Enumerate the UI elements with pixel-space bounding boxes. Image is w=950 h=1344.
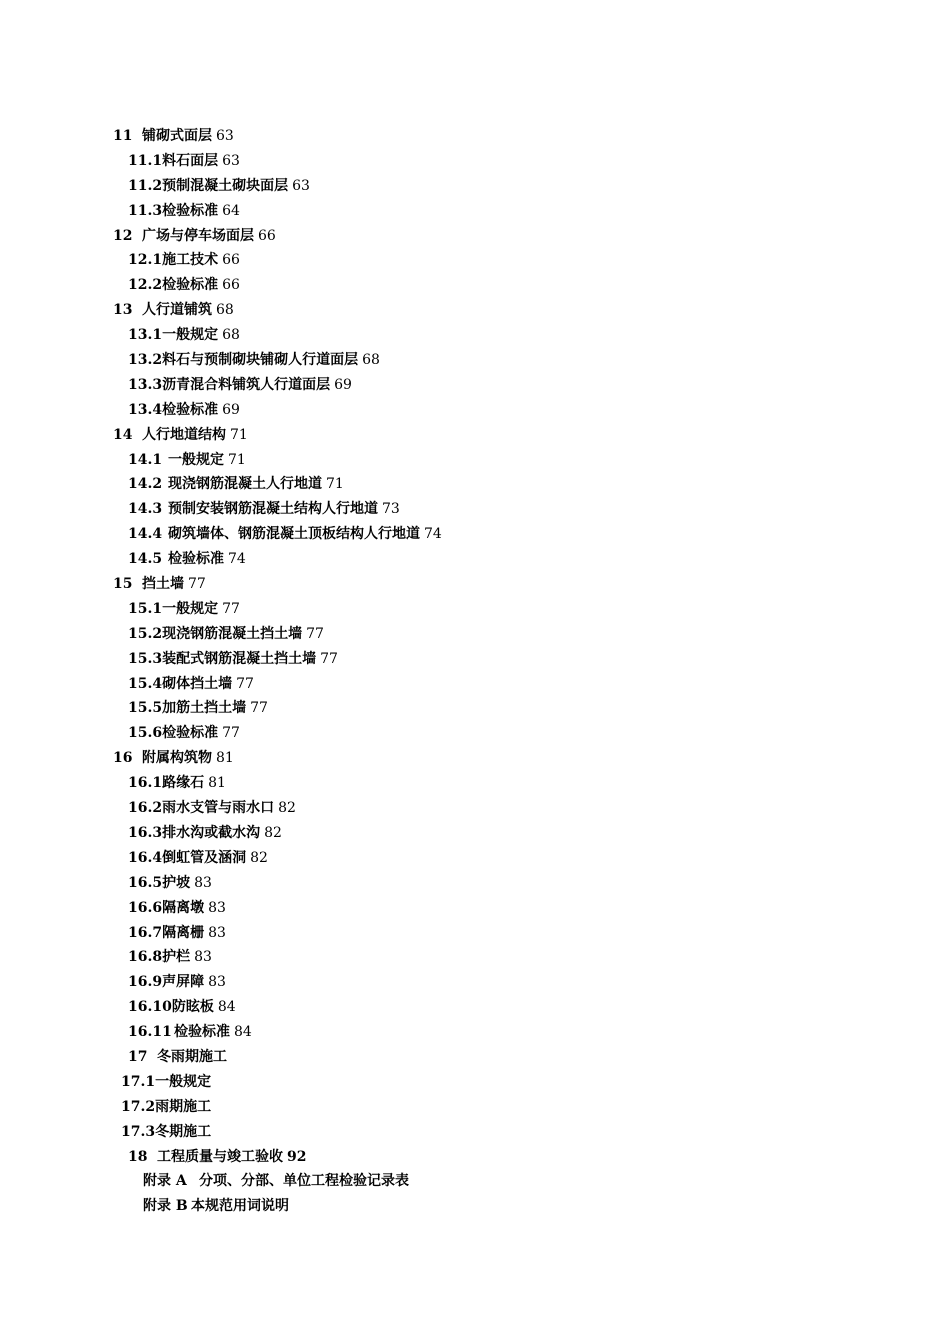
toc-entry-title: 人行地道结构 xyxy=(142,426,226,443)
toc-entry-number: 18 xyxy=(128,1148,148,1165)
toc-entry-number: 14.3 xyxy=(128,501,163,518)
toc-entry-title: 冬雨期施工 xyxy=(157,1048,227,1065)
toc-entry[interactable] xyxy=(0,348,950,373)
toc-entry[interactable] xyxy=(0,796,950,821)
toc-entry-title: 一般规定 xyxy=(162,327,219,344)
toc-entry-page: 82 xyxy=(250,849,268,866)
toc-entry[interactable] xyxy=(0,896,950,921)
toc-entry[interactable] xyxy=(0,1120,950,1145)
toc-entry-page: 77 xyxy=(222,725,240,742)
toc-entry-number: 14.5 xyxy=(128,551,163,568)
toc-entry-title: 工程质量与竣工验收 xyxy=(157,1148,283,1165)
toc-entry-page: 69 xyxy=(222,401,240,418)
toc-entry[interactable] xyxy=(0,298,950,323)
toc-entry-number: 附录 A xyxy=(143,1173,187,1190)
toc-entry-page: 83 xyxy=(194,874,212,891)
toc-entry[interactable] xyxy=(0,597,950,622)
toc-entry-number: 15.6 xyxy=(128,725,163,742)
toc-entry[interactable] xyxy=(0,547,950,572)
toc-entry-number: 14.2 xyxy=(128,476,163,493)
toc-entry[interactable] xyxy=(0,1194,950,1219)
toc-entry[interactable] xyxy=(0,572,950,597)
toc-entry-number: 15.4 xyxy=(128,675,163,692)
toc-entry-title: 沥青混合料铺筑人行道面层 xyxy=(162,376,331,393)
toc-entry-number: 11.2 xyxy=(128,177,163,194)
toc-entry-number: 16.4 xyxy=(128,849,163,866)
toc-entry-page: 66 xyxy=(258,227,276,244)
toc-entry-number: 17 xyxy=(128,1048,148,1065)
toc-entry-title: 检验标准 xyxy=(162,401,219,418)
toc-entry-title: 人行道铺筑 xyxy=(142,302,212,319)
toc-entry-title: 分项、分部、单位工程检验记录表 xyxy=(199,1173,409,1190)
toc-entry-number: 12.2 xyxy=(128,277,163,294)
toc-entry-number: 16.11 xyxy=(128,1024,172,1041)
toc-entry-page: 74 xyxy=(424,526,442,543)
toc-entry-title: 现浇钢筋混凝土人行地道 xyxy=(168,476,322,493)
toc-entry-number: 17.2 xyxy=(121,1098,156,1115)
toc-entry-number: 17.1 xyxy=(121,1073,156,1090)
toc-entry-number: 15 xyxy=(113,576,133,593)
toc-entry-number: 14.1 xyxy=(128,451,163,468)
toc-entry-title: 检验标准 xyxy=(168,551,224,568)
toc-entry-page: 63 xyxy=(222,152,240,169)
toc-entry-page: 66 xyxy=(222,252,240,269)
toc-entry-number: 16.5 xyxy=(128,874,163,891)
toc-entry[interactable] xyxy=(0,821,950,846)
toc-entry[interactable] xyxy=(0,945,950,970)
toc-entry-page: 77 xyxy=(250,700,268,717)
toc-entry-page: 68 xyxy=(222,327,240,344)
toc-entry-number: 附录 B xyxy=(143,1198,188,1215)
toc-entry-title: 施工技术 xyxy=(162,252,219,269)
toc-entry-page: 71 xyxy=(230,426,248,443)
toc-entry[interactable] xyxy=(0,672,950,697)
toc-entry-title: 广场与停车场面层 xyxy=(142,227,254,244)
toc-entry[interactable] xyxy=(0,124,950,149)
toc-entry-title: 加筋土挡土墙 xyxy=(162,700,247,717)
toc-entry-title: 预制混凝土砌块面层 xyxy=(162,177,289,194)
toc-entry-title: 料石与预制砌块铺砌人行道面层 xyxy=(162,352,359,369)
toc-entry[interactable] xyxy=(0,323,950,348)
toc-entry[interactable] xyxy=(0,995,950,1020)
toc-entry-page: 64 xyxy=(222,202,240,219)
toc-entry-page: 71 xyxy=(228,451,246,468)
toc-entry-title: 防眩板 xyxy=(171,999,214,1016)
toc-entry-number: 13.1 xyxy=(128,327,163,344)
toc-entry-title: 声屏障 xyxy=(162,974,205,991)
toc-entry[interactable] xyxy=(0,921,950,946)
toc-entry-number: 16.6 xyxy=(128,899,163,916)
toc-entry-number: 15.1 xyxy=(128,600,163,617)
table-of-contents xyxy=(0,124,950,1219)
toc-entry-title: 砌体挡土墙 xyxy=(162,675,233,692)
toc-entry-number: 14.4 xyxy=(128,526,163,543)
toc-entry-title: 料石面层 xyxy=(162,152,219,169)
toc-entry-number: 14 xyxy=(113,426,133,443)
toc-entry-page: 73 xyxy=(382,501,400,518)
toc-entry-title: 检验标准 xyxy=(162,202,219,219)
toc-entry-page: 83 xyxy=(208,924,226,941)
toc-entry[interactable] xyxy=(0,398,950,423)
toc-entry-page: 83 xyxy=(208,974,226,991)
toc-entry-page: 63 xyxy=(216,128,234,144)
toc-entry-page: 66 xyxy=(222,277,240,294)
toc-entry-number: 15.3 xyxy=(128,650,163,667)
toc-entry-title: 隔离栅 xyxy=(162,924,205,941)
toc-entry-page: 84 xyxy=(217,999,236,1016)
toc-entry-title: 本规范用词说明 xyxy=(191,1198,289,1215)
toc-entry-page: 68 xyxy=(362,352,380,369)
toc-entry-number: 16 xyxy=(113,750,133,767)
toc-entry-number: 12.1 xyxy=(128,252,163,269)
toc-entry-page: 81 xyxy=(216,750,234,767)
toc-entry-title: 排水沟或截水沟 xyxy=(162,824,261,841)
toc-entry-page: 83 xyxy=(208,899,226,916)
toc-entry-page: 63 xyxy=(292,177,310,194)
toc-entry[interactable] xyxy=(0,721,950,746)
toc-entry-number: 16.2 xyxy=(128,800,163,817)
toc-entry-title: 挡土墙 xyxy=(142,576,184,593)
toc-entry-page: 77 xyxy=(236,675,254,692)
toc-entry[interactable] xyxy=(0,1169,950,1194)
toc-entry-title: 路缘石 xyxy=(162,775,205,792)
toc-entry-number: 16.10 xyxy=(128,999,172,1016)
toc-entry[interactable] xyxy=(0,1070,950,1095)
toc-entry[interactable] xyxy=(0,248,950,273)
toc-entry-page: 74 xyxy=(228,551,246,568)
toc-entry[interactable] xyxy=(0,622,950,647)
toc-entry-number: 16.3 xyxy=(128,824,163,841)
toc-entry[interactable] xyxy=(0,199,950,224)
toc-entry-title: 雨水支管与雨水口 xyxy=(162,800,275,817)
toc-entry[interactable] xyxy=(0,497,950,522)
toc-entry-number: 11 xyxy=(113,128,133,144)
toc-entry[interactable] xyxy=(0,472,950,497)
toc-entry-title: 倒虹管及涵洞 xyxy=(162,849,247,866)
toc-entry-title: 检验标准 xyxy=(162,277,219,294)
toc-entry-number: 16.1 xyxy=(128,775,163,792)
toc-entry-number: 16.9 xyxy=(128,974,163,991)
toc-entry[interactable] xyxy=(0,448,950,473)
toc-entry-page: 83 xyxy=(194,949,212,966)
toc-entry[interactable] xyxy=(0,1145,950,1170)
toc-entry[interactable] xyxy=(0,149,950,174)
toc-entry-title: 隔离墩 xyxy=(162,899,205,916)
toc-entry[interactable] xyxy=(0,423,950,448)
toc-entry-page: 81 xyxy=(208,775,226,792)
toc-entry[interactable] xyxy=(0,846,950,871)
toc-entry[interactable] xyxy=(0,174,950,199)
toc-entry-page: 71 xyxy=(326,476,344,493)
toc-entry-title: 检验标准 xyxy=(174,1024,230,1041)
toc-entry[interactable] xyxy=(0,647,950,672)
toc-entry-title: 检验标准 xyxy=(162,725,219,742)
toc-entry-page: 82 xyxy=(264,824,282,841)
toc-entry-page: 77 xyxy=(188,576,206,593)
toc-entry-title: 预制安装钢筋混凝土结构人行地道 xyxy=(168,501,378,518)
toc-entry-title: 砌筑墙体、钢筋混凝土顶板结构人行地道 xyxy=(168,526,420,543)
toc-entry-page: 68 xyxy=(216,302,234,319)
toc-entry-number: 15.5 xyxy=(128,700,163,717)
toc-entry-number: 11.3 xyxy=(128,202,163,219)
toc-entry-title: 附属构筑物 xyxy=(142,750,212,767)
toc-entry-page: 82 xyxy=(278,800,296,817)
toc-entry[interactable] xyxy=(0,1020,950,1045)
toc-entry-number: 13.4 xyxy=(128,401,163,418)
toc-entry-title: 冬期施工 xyxy=(155,1123,212,1140)
toc-entry-number: 13 xyxy=(113,302,133,319)
toc-entry-number: 17.3 xyxy=(121,1123,156,1140)
toc-entry-title: 一般规定 xyxy=(162,600,219,617)
toc-entry-page: 69 xyxy=(334,376,352,393)
toc-entry-page: 77 xyxy=(306,625,324,642)
toc-entry[interactable] xyxy=(0,273,950,298)
toc-entry-title: 雨期施工 xyxy=(155,1098,212,1115)
toc-entry[interactable] xyxy=(0,373,950,398)
toc-entry[interactable] xyxy=(0,746,950,771)
toc-entry-title: 现浇钢筋混凝土挡土墙 xyxy=(162,625,303,642)
toc-entry-title: 一般规定 xyxy=(155,1073,212,1090)
toc-entry-number: 16.7 xyxy=(128,924,163,941)
toc-entry-title: 护坡 xyxy=(162,874,191,891)
toc-entry-number: 13.2 xyxy=(128,352,163,369)
toc-entry[interactable] xyxy=(0,224,950,249)
toc-entry[interactable] xyxy=(0,522,950,547)
toc-entry-page: 92 xyxy=(287,1148,307,1165)
toc-entry[interactable] xyxy=(0,871,950,896)
toc-entry[interactable] xyxy=(0,1045,950,1070)
toc-entry[interactable] xyxy=(0,970,950,995)
toc-entry-number: 13.3 xyxy=(128,376,163,393)
toc-entry-number: 16.8 xyxy=(128,949,163,966)
toc-entry-title: 一般规定 xyxy=(168,451,224,468)
toc-entry[interactable] xyxy=(0,696,950,721)
toc-entry-page: 84 xyxy=(234,1024,252,1041)
toc-entry[interactable] xyxy=(0,771,950,796)
toc-entry-number: 15.2 xyxy=(128,625,163,642)
toc-entry-number: 12 xyxy=(113,227,133,244)
toc-entry[interactable] xyxy=(0,1095,950,1120)
toc-entry-page: 77 xyxy=(222,600,240,617)
toc-entry-title: 铺砌式面层 xyxy=(142,128,212,144)
toc-entry-title: 护栏 xyxy=(162,949,191,966)
toc-entry-page: 77 xyxy=(320,650,338,667)
toc-entry-title: 装配式钢筋混凝土挡土墙 xyxy=(162,650,317,667)
toc-entry-number: 11.1 xyxy=(128,152,163,169)
